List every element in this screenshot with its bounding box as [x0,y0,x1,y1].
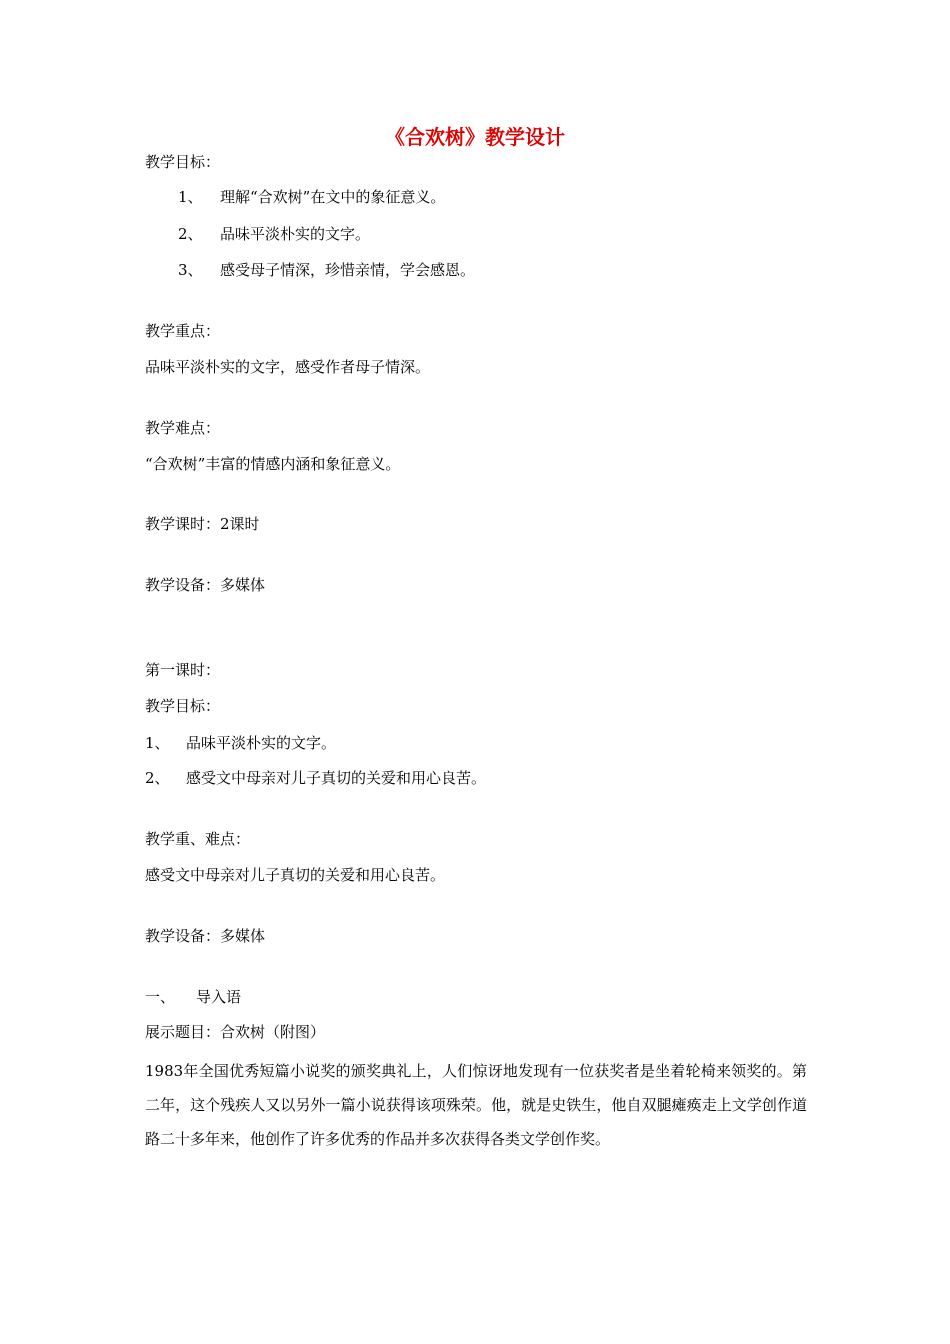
section-title: 导入语 [196,988,242,1006]
class-hours: 教学课时：2课时 [145,515,260,533]
lesson1-objective-number: 2、 [145,769,170,787]
show-title-line: 展示题目：合欢树（附图） [145,1023,326,1041]
equipment: 教学设备：多媒体 [145,576,266,594]
lesson1-objective-number: 1、 [145,734,170,752]
key-points-text: 品味平淡朴实的文字，感受作者母子情深。 [145,358,431,376]
intro-paragraph: 1983年全国优秀短篇小说奖的颁奖典礼上，人们惊讶地发现有一位获奖者是坐着轮椅来领奖的。第二年，这个残疾人又以另外一篇小说获得该项殊荣。他，就是史铁生，他自双腿瘫痪走上文学创作道路二十多年来，他创作了许多优秀的作品并多次获得各类文学创作奖。 [145,1062,807,1148]
objective-item: 品味平淡朴实的文字。 [220,225,371,243]
objective-item: 感受母子情深，珍惜亲情，学会感恩。 [220,261,476,279]
objectives-heading: 教学目标： [145,153,221,171]
objective-number: 1、 [178,188,203,206]
key-points-heading: 教学重点： [145,322,221,340]
lesson1-objectives-heading: 教学目标： [145,697,221,715]
lesson1-equipment: 教学设备：多媒体 [145,927,266,945]
lesson1-objective-item: 感受文中母亲对儿子真切的关爱和用心良苦。 [186,769,487,787]
objective-item: 理解“合欢树”在文中的象征意义。 [220,188,446,206]
objective-number: 3、 [178,261,203,279]
lesson1-key-difficult-heading: 教学重、难点： [145,830,251,848]
lesson1-key-difficult-text: 感受文中母亲对儿子真切的关爱和用心良苦。 [145,866,446,884]
section-number: 一、 [145,988,176,1006]
objective-number: 2、 [178,225,203,243]
difficulties-heading: 教学难点： [145,419,221,437]
difficulties-text: “合欢树”丰富的情感内涵和象征意义。 [145,455,401,473]
document-title: 《合欢树》教学设计 [385,125,565,149]
lesson1-heading: 第一课时： [145,661,221,679]
lesson1-objective-item: 品味平淡朴实的文字。 [186,734,337,752]
